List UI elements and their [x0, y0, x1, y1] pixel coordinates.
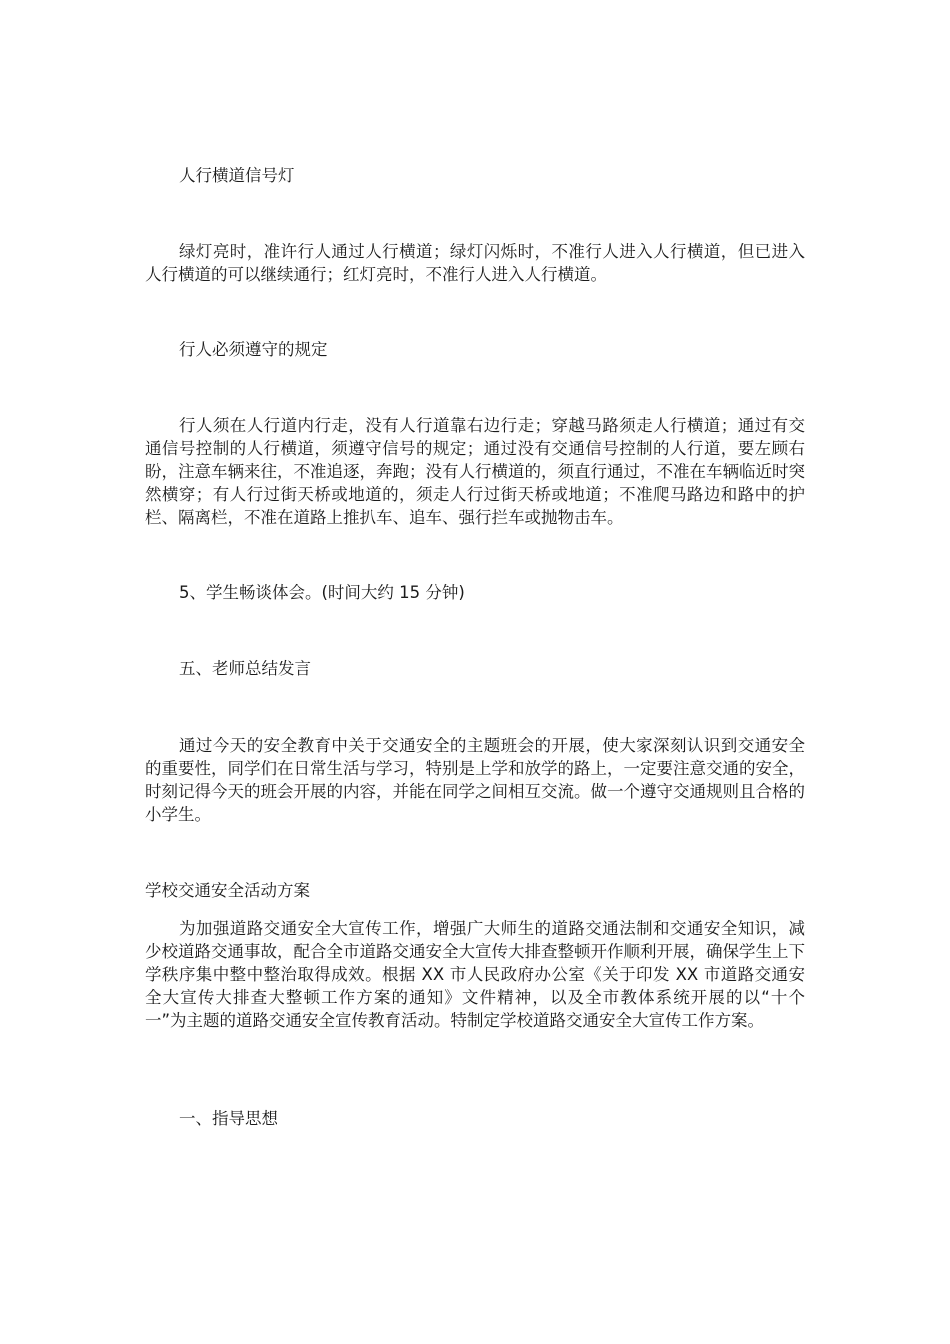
paragraph-activity-plan: 为加强道路交通安全大宣传工作，增强广大师生的道路交通法制和交通安全知识，减少校道路交通事故，配合全市道路交通安全大宣传大排查整顿开作顺利开展，确保学生上下学秩序集中整中整治取得成效。根据 XX 市人民政府办公室《关于印发 XX 市道路交通安全大宣传大排查大整顿工作方案的通知》文件精神，以及全市教体系统开展的以“十个一”为主题的道路交通安全宣传教育活动。特制定学校道路交通安全大宣传工作方案。: [145, 919, 805, 1030]
heading-teacher-summary: 五、老师总结发言: [179, 659, 311, 678]
heading-pedestrian-signal: 人行横道信号灯: [179, 166, 295, 185]
paragraph-signal-rules: 绿灯亮时，准许行人通过人行横道；绿灯闪烁时，不准行人进入人行横道，但已进入人行横道的可以继续通行；红灯亮时，不准行人进入人行横道。: [145, 242, 805, 284]
paragraph-teacher-summary: 通过今天的安全教育中关于交通安全的主题班会的开展，使大家深刻认识到交通安全的重要性，同学们在日常生活与学习，特别是上学和放学的路上，一定要注意交通的安全，时刻记得今天的班会开展的内容，并能在同学之间相互交流。做一个遵守交通规则且合格的小学生。: [145, 736, 805, 824]
heading-activity-plan: 学校交通安全活动方案: [145, 881, 310, 900]
heading-student-sharing: 5、学生畅谈体会。(时间大约 15 分钟): [179, 583, 465, 602]
paragraph-pedestrian-rules: 行人须在人行道内行走，没有人行道靠右边行走；穿越马路须走人行横道；通过有交通信号控制的人行横道，须遵守信号的规定；通过没有交通信号控制的人行道，要左顾右盼，注意车辆来往，不准追逐，奔跑；没有人行横道的，须直行通过，不准在车辆临近时突然横穿；有人行过街天桥或地道的，须走人行过街天桥或地道；不准爬马路边和路中的护栏、隔离栏，不准在道路上推扒车、追车、强行拦车或抛物击车。: [145, 416, 805, 527]
heading-guiding-ideology: 一、指导思想: [179, 1109, 278, 1128]
heading-pedestrian-rules: 行人必须遵守的规定: [179, 340, 328, 359]
